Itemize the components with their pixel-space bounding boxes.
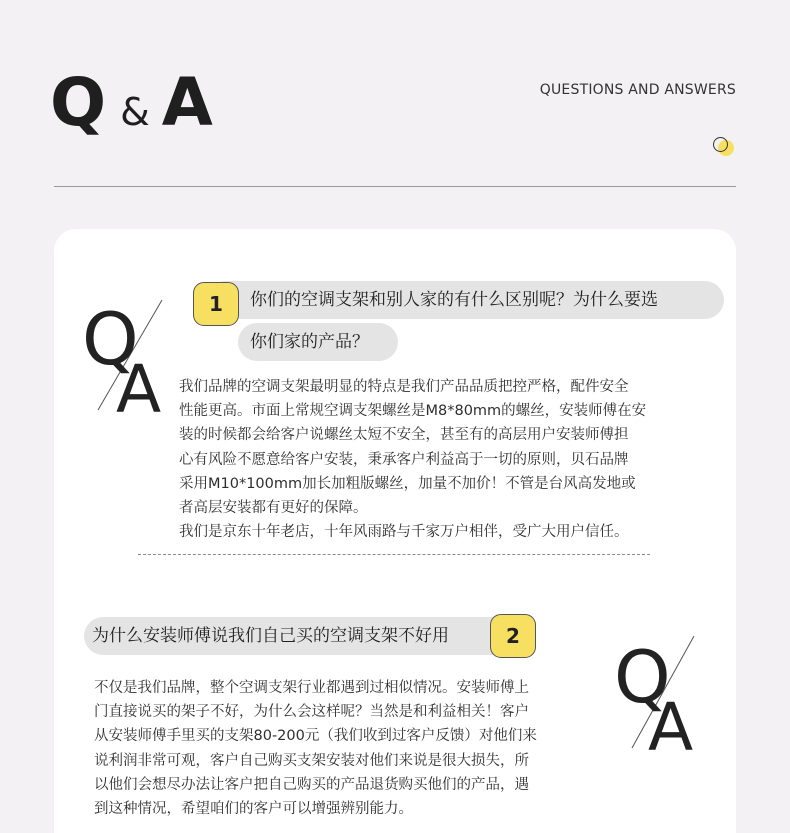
section-divider: [138, 554, 650, 555]
answer-1-line: 心有风险不愿意给客户安装，秉承客户利益高于一切的原则，贝石品牌: [179, 451, 629, 468]
answer-1-line: 我们品牌的空调支架最明显的特点是我们产品品质把控严格，配件安全: [179, 379, 629, 395]
qa-mark-2: [612, 632, 704, 756]
answer-2-line: 不仅是我们品牌，整个空调支架行业都遇到过相似情况。安装师傅上: [94, 680, 529, 696]
qa-mark-1: [80, 296, 172, 416]
answer-1-line: 装的时候都会给客户说螺丝太短不安全，甚至有的高层用户安装师傅担: [179, 427, 629, 444]
qa-mark-q: Q: [82, 297, 139, 381]
answer-2-line: 门直接说买的架子不好，为什么会这样呢？当然是和利益相关！客户: [94, 704, 529, 721]
answer-2-line: 以他们会想尽办法让客户把自己购买的产品退货购买他们的产品，遇: [94, 776, 529, 793]
logo-ampersand: &: [120, 90, 150, 134]
header-divider: [54, 186, 736, 187]
qa-mark-a: A: [648, 689, 694, 756]
answer-1-line: 采用M10*100mm加长加粗版螺丝，加量不加价！不管是台风高发地或: [179, 475, 636, 492]
answer-2: [94, 676, 537, 821]
answer-1: [179, 375, 646, 544]
question-1-bubble-line2: [238, 323, 398, 361]
question-number-badge-2: 2: [490, 614, 536, 658]
logo-q: Q: [50, 64, 107, 141]
question-number-badge-1: 1: [193, 282, 239, 326]
question-2-bubble: [84, 617, 520, 655]
qa-mark-a: A: [116, 351, 162, 416]
logo: [50, 64, 213, 141]
decorative-dot-icon: [713, 137, 737, 157]
qa-mark-q: Q: [614, 635, 671, 719]
question-2-text: 为什么安装师傅说我们自己买的空调支架不好用: [92, 626, 449, 646]
header-subtitle: QUESTIONS AND ANSWERS: [539, 82, 736, 98]
answer-2-line: 到这种情况，希望咱们的客户可以增强辨别能力。: [94, 801, 413, 818]
answer-1-line: 我们是京东十年老店，十年风雨路与千家万户相伴，受广大用户信任。: [179, 524, 629, 541]
answer-1-line: 者高层安装都有更好的保障。: [179, 500, 368, 517]
answer-2-line: 说利润非常可观，客户自己购买支架安装对他们来说是很大损失，所: [94, 752, 529, 769]
question-1-bubble-line1: [206, 281, 724, 319]
question-1-text-line1: 你们的空调支架和别人家的有什么区别呢？为什么要选: [250, 290, 658, 310]
logo-a: A: [161, 64, 213, 141]
question-1-text-line2: 你们家的产品？: [250, 332, 369, 352]
answer-2-line: 从安装师傅手里买的支架80-200元（我们收到过客户反馈）对他们来: [94, 728, 537, 745]
answer-1-line: 性能更高。市面上常规空调支架螺丝是M8*80mm的螺丝，安装师傅在安: [179, 403, 647, 420]
